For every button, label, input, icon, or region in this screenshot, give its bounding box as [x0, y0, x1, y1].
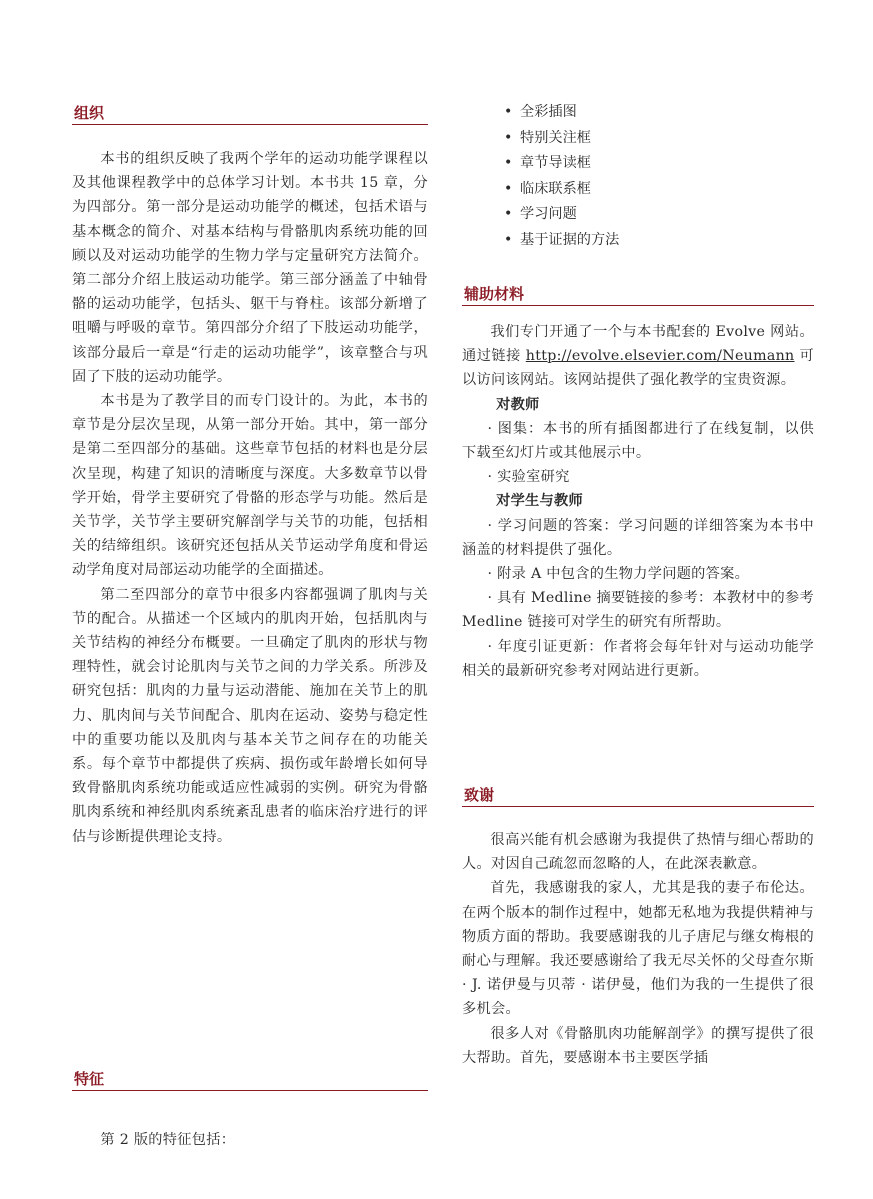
teacher-item-atlas: · 图集：本书的所有插图都进行了在线复制，以供下载至幻灯片或其他展示中。	[462, 420, 814, 462]
section-heading-acknowledgments: 致谢	[462, 784, 814, 807]
student-item-updates: · 年度引证更新：作者将会每年针对与运动功能学相关的最新研究参考对网站进行更新。	[462, 638, 814, 679]
features-intro	[72, 1128, 428, 1152]
section-heading-organization: 组织	[72, 102, 428, 125]
acknowledgments-body	[462, 828, 814, 1070]
organization-body	[72, 147, 428, 849]
supplementary-body	[462, 320, 814, 683]
student-item-medline: · 具有 Medline 摘要链接的参考：本教材中的参考 Medline 链接可对学生的研究有所帮助。	[462, 590, 814, 631]
acknowledgments-paragraph-1: 很高兴能有机会感谢为我提供了热情与细心帮助的人。对因自己疏忽而忽略的人，在此深表歉意。	[462, 832, 814, 873]
list-item: • 临床联系框	[462, 177, 814, 203]
for-students-teachers-label: 对学生与教师	[496, 493, 584, 510]
teacher-item-lab: · 实验室研究	[487, 469, 570, 486]
student-item-answers: · 学习问题的答案：学习问题的详细答案为本书中涵盖的材料提供了强化。	[462, 517, 814, 558]
list-item: • 章节导读框	[462, 151, 814, 177]
organization-paragraph-2: 本书是为了教学目的而专门设计的。为此，本书的章节是分层次呈现，从第一部分开始。其中，第一部分是第二至四部分的基础。这些章节包括的材料也是分层次呈现，构建了知识的清晰度与深度。大多数章节以骨学开始，骨学主要研究了骨骼的形态学与功能。然后是关节学，关节学主要研究解剖学与关节的功能，包括相关的结缔组织。该研究还包括从关节运动学角度和骨运动学角度对局部运动功能学的全面描述。	[72, 393, 428, 579]
acknowledgments-paragraph-2: 首先，我感谢我的家人，尤其是我的妻子布伦达。在两个版本的制作过程中，她都无私地为我提供精神与物质方面的帮助。我要感谢我的儿子唐尼与继女梅根的耐心与理解。我还要感谢给了我无尽关怀的父母查尔斯 · J. 诺伊曼与贝蒂 · 诺伊曼，他们为我的一生提供了很多机会。	[462, 880, 814, 1018]
student-item-appendix: · 附录 A 中包含的生物力学问题的答案。	[487, 566, 750, 583]
organization-paragraph-1: 本书的组织反映了我两个学年的运动功能学课程以及其他课程教学中的总体学习计划。本书共 15 章，分为四部分。第一部分是运动功能学的概述，包括术语与基本概念的简介、对基本结构与骨骼肌肉系统功能的回顾以及对运动功能学的生物力学与定量研究方法简介。第二部分介绍上肢运动功能学。第三部分涵盖了中轴骨骼的运动功能学，包括头、躯干与脊柱。该部分新增了咀嚼与呼吸的章节。第四部分介绍了下肢运动功能学，该部分最后一章是“行走的运动功能学”，该章整合与巩固了下肢的运动功能学。	[72, 151, 428, 385]
bullet-icon: •	[504, 104, 513, 120]
bullet-icon: •	[504, 155, 513, 171]
list-item: • 基于证据的方法	[462, 228, 814, 254]
for-teachers-label: 对教师	[496, 396, 540, 413]
supplementary-intro: 我们专门开通了一个与本书配套的 Evolve 网站。通过链接 http://evolve.elsevier.com/Neumann 可以访问该网站。该网站提供了强化教学的宝贵资源。	[462, 324, 814, 389]
bullet-icon: •	[504, 129, 513, 146]
section-heading-features: 特征	[72, 1068, 428, 1091]
list-item: • 学习问题	[462, 202, 814, 228]
feature-list	[462, 100, 814, 253]
list-item: • 特别关注框	[462, 126, 814, 152]
bullet-icon: •	[504, 206, 513, 222]
bullet-icon: •	[504, 231, 513, 248]
organization-paragraph-3: 第二至四部分的章节中很多内容都强调了肌肉与关节的配合。从描述一个区域内的肌肉开始，包括肌肉与关节结构的神经分布概要。一旦确定了肌肉的形状与物理特性，就会讨论肌肉与关节之间的力学关系。所涉及研究包括：肌肉的力量与运动潜能、施加在关节上的肌力、肌肉间与关节间配合、肌肉在运动、姿势与稳定性中的重要功能以及肌肉与基本关节之间存在的功能关系。每个章节中都提供了疾病、损伤或年龄增长如何导致骨骼肌肉系统功能或适应性减弱的实例。研究为骨骼肌肉系统和神经肌肉系统紊乱患者的临床治疗进行的评估与诊断提供理论支持。	[72, 586, 428, 845]
evolve-website-link[interactable]: http://evolve.elsevier.com/Neumann	[525, 348, 795, 365]
bullet-icon: •	[504, 180, 513, 197]
list-item: • 全彩插图	[462, 100, 814, 126]
acknowledgments-paragraph-3: 很多人对《骨骼肌肉功能解剖学》的撰写提供了很大帮助。首先，要感谢本书主要医学插	[462, 1025, 814, 1066]
section-heading-supplementary: 辅助材料	[462, 283, 814, 306]
features-intro-text: 第 2 版的特征包括：	[100, 1132, 236, 1148]
